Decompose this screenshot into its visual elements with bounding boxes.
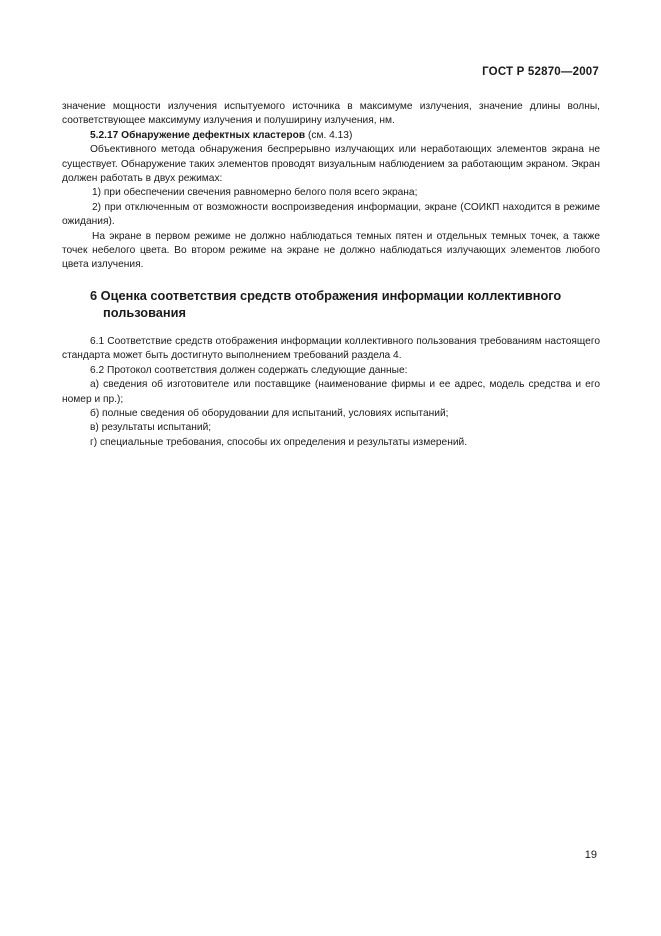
section-6-title bbox=[90, 287, 600, 321]
list-item-a: а) сведения об изготовителе или поставщике (наименование фирмы и ее адрес, модель средства и его номер и пр.); bbox=[62, 379, 600, 405]
clause-6-1: 6.1 Соответствие средств отображения информации коллективного пользования требованиям настоящего стандарта может быть достигнуто выполнением требований раздела 4. bbox=[62, 335, 600, 362]
paragraph-objective-method: Объективного метода обнаружения беспрерывно излучающих или неработающих элементов экрана не существует. Обнаружение таких элементов проводят визуальным наблюдением за работающим экраном. Экран должен работать в двух режимах: bbox=[62, 144, 600, 185]
page-content bbox=[62, 100, 600, 450]
clause-5-2-17-ref: (см. 4.13) bbox=[305, 129, 353, 141]
list-item-b: б) полные сведения об оборудовании для испытаний, условиях испытаний; bbox=[90, 407, 449, 419]
page-number: 19 bbox=[584, 849, 597, 861]
mode-item-1: 1) при обеспечении свечения равномерно белого поля всего экрана; bbox=[92, 187, 418, 199]
section-6-title-line-2: пользования bbox=[103, 304, 186, 320]
document-code: ГОСТ Р 52870—2007 bbox=[482, 66, 599, 78]
list-item-g: г) специальные требования, способы их определения и результаты измерений. bbox=[90, 436, 468, 448]
paragraph-continuation: значение мощности излучения испытуемого источника в максимуме излучения, значение длины волны, соответствующее максимуму излучения и полуширину излучения, нм. bbox=[62, 101, 600, 127]
clause-6-2: 6.2 Протокол соответствия должен содержать следующие данные: bbox=[90, 364, 408, 376]
section-6-title-line-1: 6 Оценка соответствия средств отображения информации коллективного bbox=[90, 287, 562, 303]
clause-5-2-17-label: 5.2.17 Обнаружение дефектных кластеров bbox=[90, 129, 306, 141]
list-item-v: в) результаты испытаний; bbox=[90, 422, 212, 434]
clause-5-2-17-heading bbox=[62, 129, 600, 143]
mode-item-2: 2) при отключенным от возможности воспроизведения информации, экране (СОИКП находится в режиме ожидания). bbox=[62, 201, 600, 228]
paragraph-screen-requirements: На экране в первом режиме не должно наблюдаться темных пятен и отдельных темных точек, а также точек небелого цвета. Во втором режиме на экране не должно наблюдаться излучающих элементов любого цвета излучения. bbox=[62, 230, 600, 271]
